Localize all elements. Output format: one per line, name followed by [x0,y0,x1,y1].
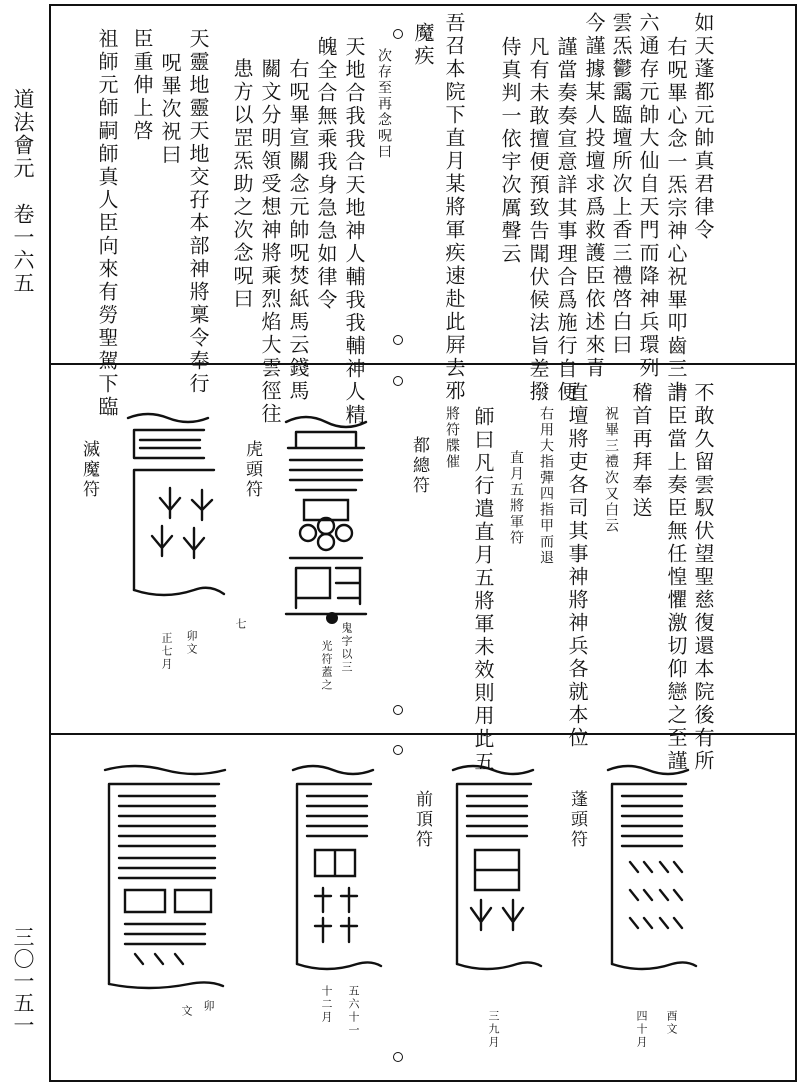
talisman-note: 光符蓋之 [320,640,333,692]
talisman-note: 酉文 [665,1010,678,1036]
talisman-label: 都總符 [409,436,429,496]
talisman-note: 十二月 [320,985,333,1024]
text-column: 關文分明領受想神將乘烈焰大雲徑往 [258,58,282,426]
text-column: 師曰凡行遣直月五將軍未效則用此五 [471,406,495,774]
talisman-note: 卯文 [185,630,198,656]
text-column: 吾召本院下直月某將軍疾速赴此屛去邪 [442,12,466,403]
talisman-label: 虎頭符 [242,440,262,500]
registration-dot [393,745,403,755]
dutong-talisman [276,408,376,648]
registration-dot [393,705,403,715]
text-column: 凡有未敢擅便預致告聞伏候法旨差撥 [526,36,550,404]
text-column: 謹當奏奏宣意詳其事理合爲施行自便 [554,36,578,404]
talisman-note: 四十月 [635,1010,648,1049]
large-talisman [95,758,235,998]
registration-dot [393,29,403,39]
text-column: 右呪畢宣關念元帥呪焚紙馬云錢馬 [286,58,310,403]
talisman-note: 七 [234,618,247,631]
text-column: 今謹據某人投壇求爲救護臣依述來青 [582,12,606,380]
margin-page-number: 三〇一五一 [11,926,35,1036]
registration-dot [393,1052,403,1062]
text-column: 魔疾 [411,22,435,68]
talisman-note: 文 [180,1005,193,1018]
text-column: 不敢久留雲馭伏望聖慈復還本院後有所 [691,382,715,773]
text-column: 天靈地靈天地交孖本部神將稟令奉行 [186,28,210,396]
text-column: 天地合我我合天地神人輔我我輔神人精 [342,36,366,427]
text-column: 請臣當上奏臣無任惶懼激切仰戀之至謹 [664,382,688,773]
registration-dot [393,335,403,345]
talisman-label: 滅魔符 [79,440,99,500]
text-column: 六通存元帥大仙自天門而降神兵環列 [636,12,660,380]
text-column: 臣重伸上啓 [130,28,154,143]
talisman-label: 前頂符 [412,790,432,850]
text-column: 雲炁鬱靄臨壇所次上香三禮啓白曰 [609,12,633,357]
text-column: 魄全合無乘我身急急如律令 [314,36,338,312]
text-column: 右呪畢心念一炁宗神心祝畢叩齒三十 [664,36,688,404]
text-column: 直壇將吏各司其事神將神兵各就本位 [565,382,589,750]
text-column: 右用大指彈四指甲而退 [538,406,554,566]
text-column: 將符牒催 [444,406,460,470]
penghead-talisman [600,758,700,988]
text-column: 如天蓬都元帥真君律令 [691,12,715,242]
talisman-label: 蓬頭符 [567,790,587,850]
text-column: 侍真判一依宇次厲聲云 [498,36,522,266]
text-column: 稽首再拜奉送 [629,382,653,520]
text-column: 祖師元師嗣師真人臣向來有勞聖駕下臨 [95,28,119,419]
talisman-note: 三九月 [487,1010,500,1049]
text-column: 祝畢三禮次又白云 [603,406,619,534]
third-talisman [285,758,385,988]
talisman-note: 鬼字以三 [340,622,353,674]
talisman-note: 五六十一 [347,985,360,1037]
registration-dot [393,376,403,386]
text-column: 呪畢次祝曰 [158,52,182,167]
text-column: 直月五將軍符 [508,450,524,546]
text-column: 患方以罡炁助之次念呪曰 [230,58,254,311]
text-column: 次存至再念呪曰 [376,48,392,160]
talisman-note: 卯 [202,1000,215,1013]
talisman-note: 正七月 [160,632,173,671]
qianding-talisman [445,758,545,988]
margin-title: 道法會元 卷一六五 [11,88,35,295]
